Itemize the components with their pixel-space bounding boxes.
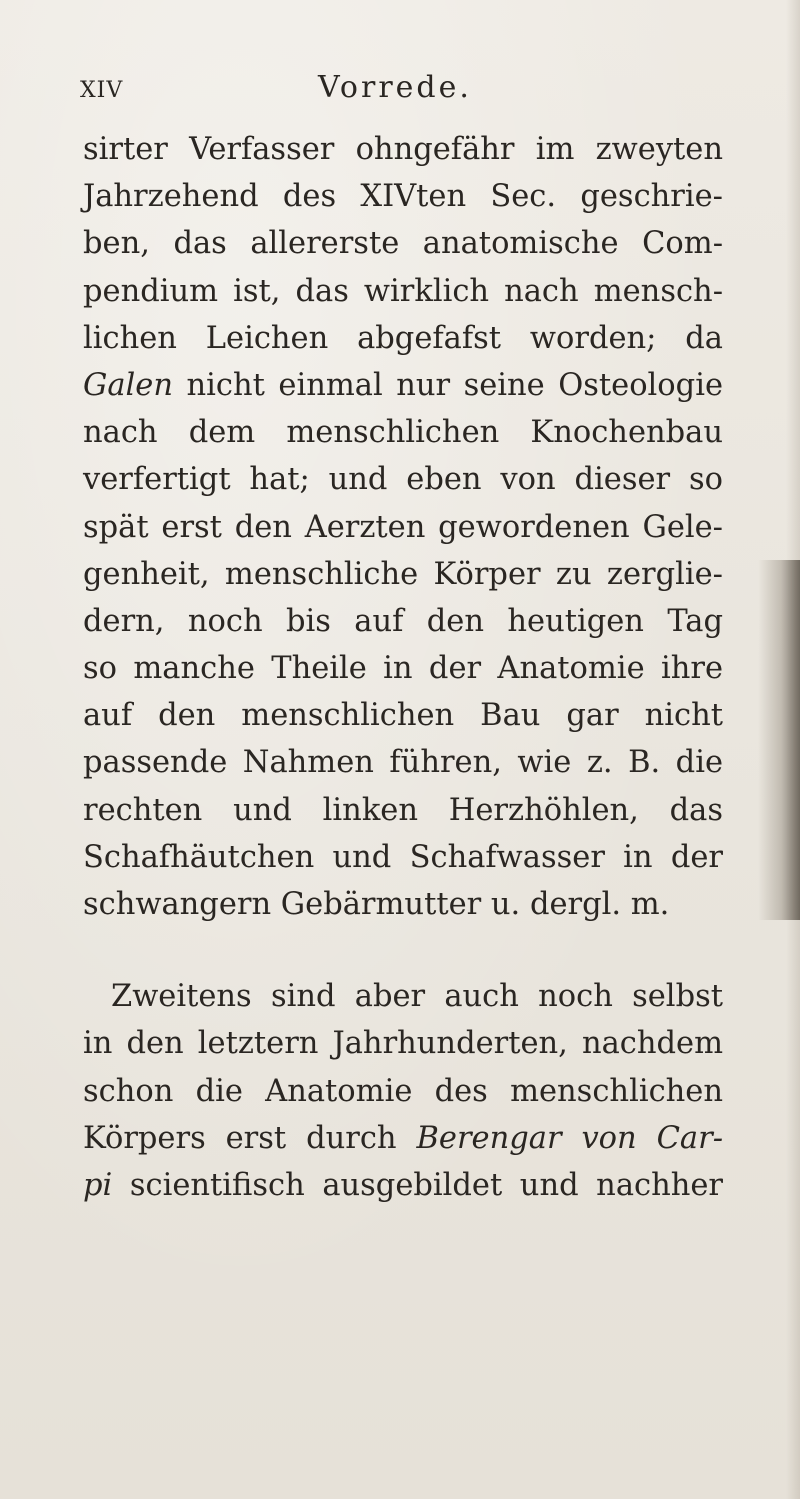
- text-line: schon die Anatomie des menschlichen: [83, 1073, 723, 1109]
- italic-name: pi: [83, 1167, 113, 1203]
- text-line: passende Nahmen führen, wie z. B. die: [83, 745, 723, 781]
- text-line: pi scientifisch ausgebildet und nachher: [83, 1167, 723, 1203]
- text-line: Körpers erst durch Berengar von Car-: [83, 1120, 724, 1156]
- italic-name: Galen: [83, 367, 173, 403]
- text-line: dern, noch bis auf den heutigen Tag: [83, 603, 723, 639]
- text-line: nach dem menschlichen Knochenbau: [83, 415, 723, 451]
- text-line: in den letztern Jahrhunderten, nachdem: [83, 1026, 723, 1062]
- text-line: Schafhäutchen und Schafwasser in der: [83, 839, 723, 875]
- text-line: auf den menschlichen Bau gar nicht: [83, 698, 723, 734]
- text-line: Zweitens sind aber auch noch selbst: [111, 979, 723, 1015]
- text-line: Jahrzehend des XIVten Sec. geschrie-: [83, 179, 723, 215]
- text-line: schwangern Gebärmutter u. dergl. m.: [83, 887, 670, 922]
- running-head: Vorrede.: [318, 70, 472, 105]
- page-number: XIV: [80, 78, 124, 103]
- text-line: lichen Leichen abgefafst worden; da: [83, 320, 723, 356]
- text-line: verfertigt hat; und eben von dieser so: [83, 462, 723, 498]
- page-header: [80, 62, 700, 112]
- text-line: rechten und linken Herzhöhlen, das: [83, 792, 723, 828]
- binding-shadow: [758, 560, 800, 920]
- italic-name: Berengar von Car-: [416, 1120, 724, 1156]
- text-line: ben, das allererste anatomische Com-: [83, 226, 723, 262]
- text-line: genheit, menschliche Körper zu zerglie-: [83, 556, 723, 592]
- text-line: Galen nicht einmal nur seine Osteologie: [83, 367, 723, 403]
- paragraph-gap: [83, 928, 723, 973]
- text-line: pendium ist, das wirklich nach mensch-: [83, 273, 723, 309]
- body-text: [83, 126, 723, 1209]
- text-line: so manche Theile in der Anatomie ihre: [83, 651, 723, 687]
- text-line: sirter Verfasser ohngefähr im zweyten: [83, 132, 723, 167]
- text-line: spät erst den Aerzten gewordenen Gele-: [83, 509, 723, 545]
